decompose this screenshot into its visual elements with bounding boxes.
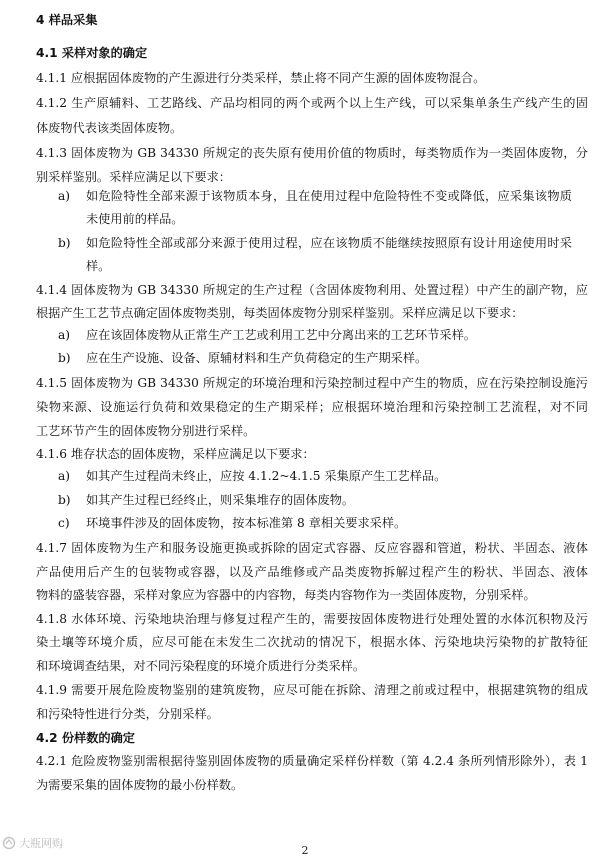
- clause-4-1-9-line-2: 和污染特性进行分类，分别采样。: [36, 707, 219, 721]
- list-item-4-1-3-a-cont: 未使用前的样品。: [86, 212, 184, 226]
- clause-4-1-3-line-1: 4.1.3 固体废物为 GB 34330 所规定的丧失原有使用价值的物质时，每类物质作为一类固体废物，分: [36, 146, 588, 160]
- clause-4-1-6-line-1: 4.1.6 堆存状态的固体废物，采样应满足以下要求：: [36, 447, 315, 461]
- list-item-4-1-6-b: [58, 492, 610, 508]
- list-item-text: 如其产生过程尚未终止，应按 4.1.2~4.1.5 采集原产生工艺样品。: [86, 469, 447, 483]
- list-item-text: 如危险特性全部来源于该物质本身，且在使用过程中危险特性不变或降低，应采集该物质: [86, 189, 572, 203]
- clause-4-2-1-line-2: 为需要采集的固体废物的最小份样数。: [36, 778, 244, 792]
- clause-4-1-8-line-2: 染土壤等环境介质，应尽可能在未发生二次扰动的情况下，根据水体、污染地块污染物的扩散特征: [36, 635, 588, 649]
- clause-4-1-7-line-2: 产品使用后产生的包装物或容器，以及产品维修或产品类废物拆解过程产生的粉状、半固态、液体: [36, 565, 588, 579]
- list-item-4-1-6-c: [58, 515, 610, 531]
- list-marker: a): [58, 189, 71, 203]
- subsection-heading-4-1: 4.1 采样对象的确定: [36, 46, 148, 60]
- clause-4-1-8-line-1: 4.1.8 水体环境、污染地块治理与修复过程产生的，需要按固体废物进行处理处置的水体沉积物及污: [36, 612, 588, 626]
- clause-4-1-5-line-1: 4.1.5 固体废物为 GB 34330 所规定的环境治理和污染控制过程中产生的物质，应在污染控制设施污: [36, 376, 588, 390]
- list-marker: b): [58, 493, 71, 507]
- clause-4-1-7-line-1: 4.1.7 固体废物为生产和服务设施更换或拆除的固定式容器、反应容器和管道，粉状、半固态、液体: [36, 541, 588, 555]
- list-item-text: 如危险特性全部或部分来源于使用过程，应在该物质不能继续按照原有设计用途使用时采: [86, 236, 572, 250]
- page-number: 2: [301, 844, 309, 857]
- watermark-text: 大瓶网购: [19, 837, 63, 850]
- list-marker: c): [58, 516, 70, 530]
- list-item-4-1-3-b-cont: 样。: [86, 259, 111, 273]
- clause-4-1-1: 4.1.1 应根据固体废物的产生源进行分类采样，禁止将不同产生源的固体废物混合。: [36, 71, 486, 85]
- clause-4-1-5-line-2: 染物来源、设施运行负荷和效果稳定的生产期采样；应根据环境治理和污染控制工艺流程，对不同: [36, 400, 588, 414]
- list-marker: b): [58, 351, 71, 365]
- list-marker: a): [58, 469, 71, 483]
- list-item-4-1-4-a: [58, 327, 610, 343]
- clause-4-1-5-line-3: 工艺环节产生的固体废物分别进行采样。: [36, 424, 256, 438]
- list-item-text: 应在该固体废物从正常生产工艺或利用工艺中分离出来的工艺环节采样。: [86, 328, 476, 342]
- section-heading: 4 样品采集: [36, 13, 98, 27]
- clause-4-1-7-line-3: 物料的盛装容器，采样对象应为容器中的内容物，每类内容物作为一类固体废物，分别采样。: [36, 588, 536, 602]
- subsection-heading-4-2: 4.2 份样数的确定: [36, 731, 135, 745]
- list-item-text: 如其产生过程已经终止，则采集堆存的固体废物。: [86, 493, 355, 507]
- clause-4-1-2-line-1: 4.1.2 生产原辅料、工艺路线、产品均相同的两个或两个以上生产线，可以采集单条生产线产生的固: [36, 96, 588, 110]
- list-item-4-1-3-a: [58, 188, 572, 204]
- clause-4-1-9-line-1: 4.1.9 需要开展危险废物鉴别的建筑废物，应尽可能在拆除、清理之前或过程中，根据建筑物的组成: [36, 683, 588, 697]
- clause-4-1-4-line-1: 4.1.4 固体废物为 GB 34330 所规定的生产过程（含固体废物利用、处置过程）中产生的副产物，应: [36, 283, 588, 297]
- list-marker: a): [58, 328, 71, 342]
- clause-4-1-8-line-3: 和环境调查结果，对不同污染程度的环境介质进行分类采样。: [36, 659, 366, 673]
- clause-4-1-4-line-2: 根据产生工艺节点确定固体废物类别，每类固体废物分别采样鉴别。采样应满足以下要求：: [36, 306, 524, 320]
- list-item-4-1-6-a: [58, 468, 610, 484]
- list-item-text: 应在生产设施、设备、原辅材料和生产负荷稳定的生产期采样。: [86, 351, 428, 365]
- list-marker: b): [58, 236, 71, 250]
- clause-4-2-1-line-1: 4.2.1 危险废物鉴别需根据待鉴别固体废物的质量确定采样份样数（第 4.2.4 条所列情形除外），表 1: [36, 754, 588, 768]
- list-item-4-1-4-b: [58, 350, 610, 366]
- list-item-text: 环境事件涉及的固体废物，按本标准第 8 章相关要求采样。: [86, 516, 407, 530]
- clause-4-1-3-line-2: 别采样鉴别。采样应满足以下要求：: [36, 170, 231, 184]
- list-item-4-1-3-b: [58, 235, 572, 251]
- clause-4-1-2-line-2: 体废物代表该类固体废物。: [36, 121, 183, 135]
